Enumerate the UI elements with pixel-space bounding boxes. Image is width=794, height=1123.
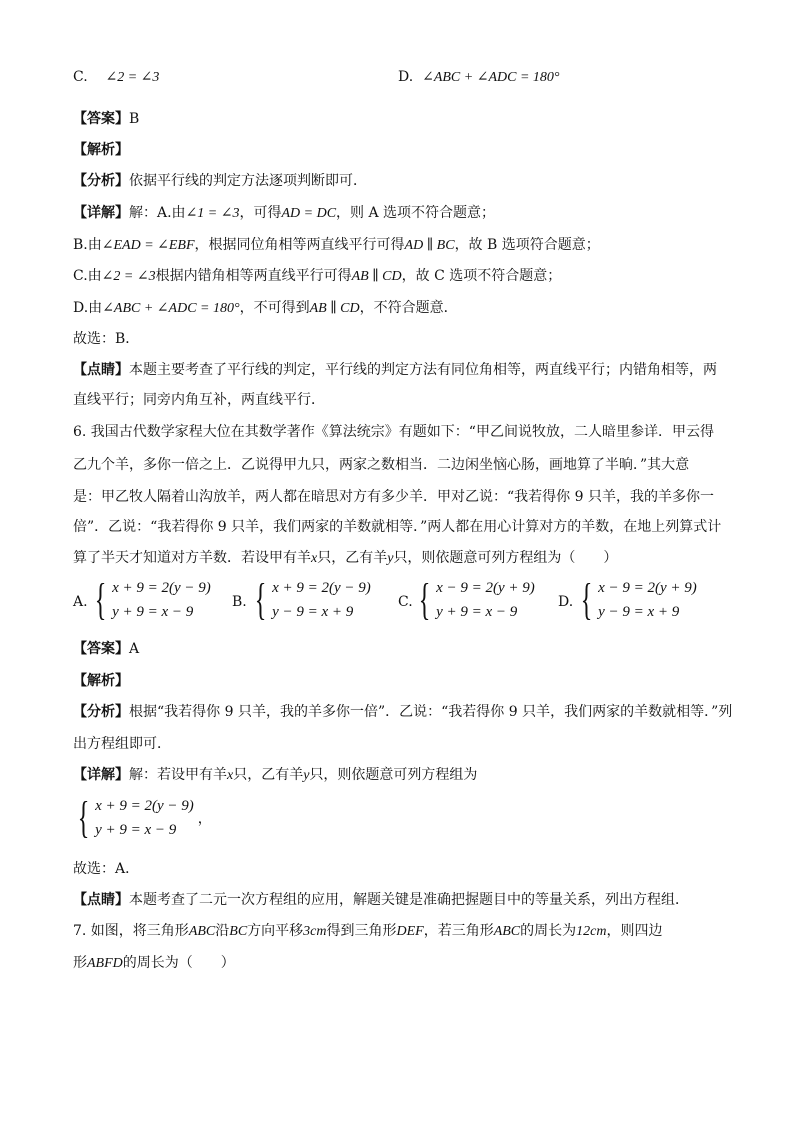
option-c: C. ∠2 = ∠3 [73, 69, 160, 85]
q6-fenxi-1: 【分析】根据“我若得你 9 只羊，我的羊多你一倍”．乙说：“我若得你 9 只羊，我们两家的羊数就相等．”列 [73, 704, 733, 720]
q6-choose: 故选：A． [73, 861, 140, 877]
brace-icon: { [418, 575, 431, 624]
q6-analysis-heading: 【解析】 [73, 673, 129, 689]
q6-solution-system: { x + 9 = 2(y − 9) y + 9 = x − 9 ， [77, 793, 212, 842]
brace-icon: { [94, 575, 107, 624]
q6-option-a-label: A. [73, 594, 88, 610]
brace-icon: { [580, 575, 593, 624]
q5-xiangjie-c: C.由∠2 = ∠3根据内错角相等两直线平行可得AB ∥ CD，故 C 选项不符合题意； [73, 268, 562, 284]
q5-choose: 故选：B． [73, 331, 140, 347]
option-d: D. ∠ABC + ∠ADC = 180° [398, 69, 560, 85]
q6-option-d-label: D. [558, 594, 574, 610]
q5-dianjing-2: 直线平行；同旁内角互补，两直线平行． [73, 392, 325, 408]
q6-stem-4: 倍”．乙说：“我若得你 9 只羊，我们两家的羊数就相等．”两人都在用心计算对方的羊数，在地上列算式计 [73, 519, 722, 535]
q6-option-d-system: { x − 9 = 2(y + 9) y − 9 = x + 9 [580, 575, 697, 624]
brace-icon: { [254, 575, 267, 624]
q5-xiangjie-b: B.由∠EAD = ∠EBF，根据同位角相等两直线平行可得AD ∥ BC，故 B 选项符合题意； [73, 237, 600, 253]
q6-dianjing: 【点睛】本题考查了二元一次方程组的应用，解题关键是准确把握题目中的等量关系，列出方程组． [73, 892, 689, 908]
q5-fenxi: 【分析】依据平行线的判定方法逐项判断即可． [73, 173, 367, 189]
q6-option-c-label: C. [398, 594, 413, 610]
option-d-expr: ∠ABC + ∠ADC = 180° [422, 70, 560, 85]
q6-option-b-label: B. [232, 594, 247, 610]
brace-icon: { [77, 793, 90, 842]
q6-stem-1: 6. 我国古代数学家程大位在其数学著作《算法统宗》有题如下：“甲乙间说牧放，二人暗里参详．甲云得 [73, 424, 714, 440]
q6-stem-5: 算了半天才知道对方羊数．若设甲有羊x只，乙有羊y只，则依题意可列方程组为（ ） [73, 550, 618, 566]
q6-fenxi-2: 出方程组即可． [73, 736, 171, 752]
q6-answer: 【答案】A [73, 641, 140, 657]
q6-stem-2: 乙九个羊，多你一倍之上．乙说得甲九只，两家之数相当．二边闲坐恼心肠，画地算了半晌．”其大意 [73, 457, 690, 473]
q6-xiangjie: 【详解】解：若设甲有羊x只，乙有羊y只，则依题意可列方程组为 [73, 767, 478, 783]
option-c-expr: ∠2 = ∠3 [105, 70, 160, 85]
q5-xiangjie-d: D.由∠ABC + ∠ADC = 180°，不可得到AB ∥ CD，不符合题意． [73, 300, 458, 316]
q5-analysis-heading: 【解析】 [73, 142, 129, 158]
q5-answer: 【答案】B [73, 111, 140, 127]
q7-stem-2: 形ABFD的周长为（ ） [73, 955, 235, 971]
q5-xiangjie-a: 【详解】解：A.由∠1 = ∠3，可得AD = DC，则 A 选项不符合题意； [73, 205, 496, 221]
q7-stem-1: 7. 如图，将三角形ABC沿BC方向平移3cm得到三角形DEF，若三角形ABC的周长为12cm，则四边 [73, 923, 663, 939]
q6-option-a-system: { x + 9 = 2(y − 9) y + 9 = x − 9 [94, 575, 211, 624]
q6-option-b-system: { x + 9 = 2(y − 9) y − 9 = x + 9 [254, 575, 371, 624]
q5-dianjing-1: 【点睛】本题主要考查了平行线的判定，平行线的判定方法有同位角相等，两直线平行；内错角相等，两 [73, 362, 717, 378]
q6-stem-3: 是：甲乙牧人隔着山沟放羊，两人都在暗思对方有多少羊．甲对乙说：“我若得你 9 只羊，我的羊多你一 [73, 489, 714, 505]
q6-option-c-system: { x − 9 = 2(y + 9) y + 9 = x − 9 [418, 575, 535, 624]
